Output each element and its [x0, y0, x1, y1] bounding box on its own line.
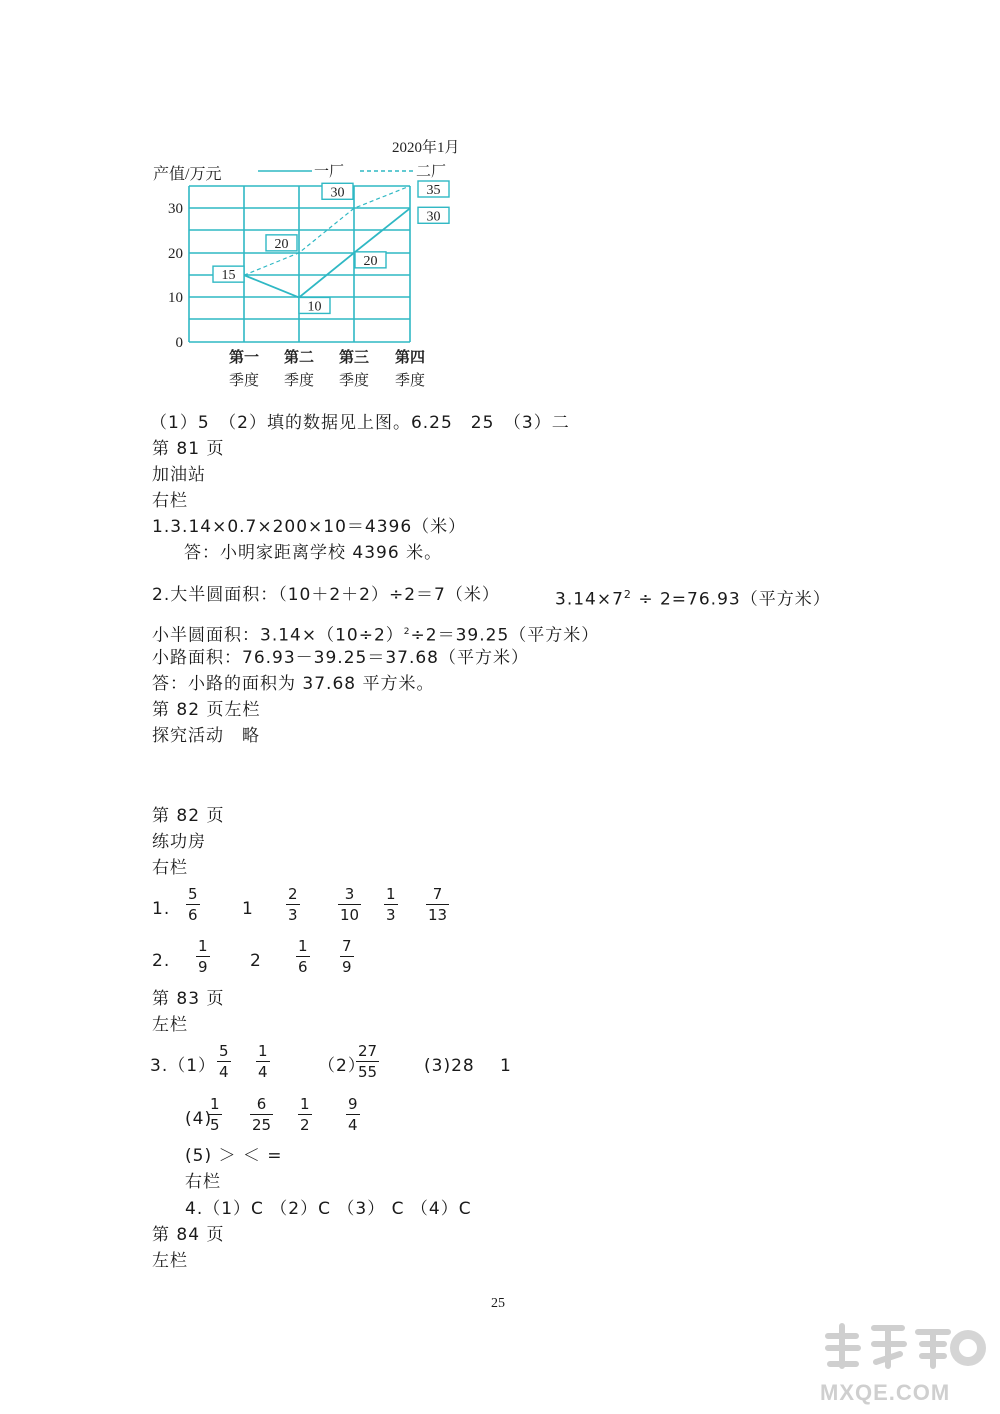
numerator: 1 [198, 937, 208, 955]
data-label: 20 [274, 236, 289, 252]
denominator: 9 [342, 958, 352, 976]
legend-label: 二厂 [416, 164, 447, 180]
data-label: 20 [363, 253, 378, 269]
denominator: 4 [219, 1063, 229, 1081]
practice-2-label: 2. [152, 951, 171, 971]
answers-line-1: （1）5 （2）填的数据见上图。6.25 25 （3）二 [150, 413, 570, 433]
denominator: 9 [198, 958, 208, 976]
practice-heading: 练功房 [152, 832, 206, 852]
data-label: 35 [426, 183, 441, 198]
practice-3-part-4: (4) [185, 1109, 213, 1129]
fraction [384, 886, 398, 924]
legend-label: 一厂 [314, 164, 345, 180]
explore-activity: 探究活动 略 [152, 726, 260, 746]
right-column-label: 右栏 [152, 491, 188, 511]
denominator: 25 [252, 1116, 272, 1134]
numerator: 6 [256, 1095, 267, 1113]
right-column-label-3: 右栏 [185, 1172, 221, 1192]
numerator: 5 [219, 1042, 229, 1060]
denominator: 13 [428, 906, 448, 924]
question-1-answer: 答：小明家距离学校 4396 米。 [184, 543, 443, 563]
numerator: 1 [258, 1042, 268, 1060]
data-label: 30 [426, 209, 441, 225]
denominator: 3 [288, 906, 298, 924]
q2b-pre: 3.14×7 [555, 589, 624, 610]
denominator: 3 [386, 906, 396, 924]
ss-sup: 2 [403, 627, 411, 637]
fraction [296, 938, 310, 976]
y-tick-label: 0 [175, 335, 183, 351]
ss-post: ÷2＝39.25（平方米） [410, 625, 600, 646]
data-label: 30 [330, 185, 345, 201]
denominator: 6 [188, 906, 198, 924]
numerator: 1 [300, 1095, 310, 1113]
numerator: 7 [342, 937, 352, 955]
y-tick-label: 10 [168, 290, 183, 306]
q2b-sup: 2 [623, 588, 632, 601]
numerator: 2 [288, 885, 298, 903]
denominator: 5 [210, 1116, 220, 1134]
fraction [250, 1096, 273, 1134]
denominator: 10 [340, 906, 360, 924]
numerator: 5 [188, 885, 198, 903]
fraction [186, 886, 200, 924]
x-tick-label: 第三 [338, 350, 370, 366]
fraction [286, 886, 300, 924]
denominator: 4 [258, 1063, 268, 1081]
y-tick-label: 20 [168, 246, 183, 262]
x-tick-label: 第四 [394, 350, 426, 366]
q2b-post: ÷ 2=76.93（平方米） [631, 589, 831, 610]
practice-3-label: 3.（1） [150, 1056, 217, 1076]
fraction [346, 1096, 360, 1134]
numerator: 9 [348, 1095, 358, 1113]
fraction [426, 886, 449, 924]
fraction [208, 1096, 222, 1134]
fraction [356, 1043, 379, 1081]
practice-2-two: 2 [250, 951, 262, 971]
question-1: 1.3.14×0.7×200×10＝4396（米） [152, 517, 467, 537]
chart-title: 2020年1月 [392, 140, 460, 156]
practice-4: 4.（1）C （2）C （3） C （4）C [185, 1199, 472, 1219]
data-label: 15 [221, 268, 236, 284]
denominator: 6 [298, 958, 308, 976]
numerator: 7 [432, 885, 443, 903]
line-chart [0, 0, 1000, 400]
watermark-logo [818, 1318, 993, 1408]
gas-station-heading: 加油站 [152, 465, 206, 485]
numerator: 27 [358, 1042, 378, 1060]
x-tick-label: 季度 [394, 373, 426, 389]
page-82-heading: 第 82 页 [152, 806, 225, 826]
practice-3-part-3b: 1 [500, 1056, 512, 1076]
practice-1-one: 1 [242, 899, 254, 919]
practice-1-label: 1. [152, 899, 171, 919]
path-area: 小路面积：76.93－39.25＝37.68（平方米） [152, 648, 530, 668]
fraction [256, 1043, 270, 1081]
path-answer: 答：小路的面积为 37.68 平方米。 [152, 674, 435, 694]
x-tick-label: 季度 [283, 373, 315, 389]
numerator: 1 [298, 937, 308, 955]
chart-svg [0, 0, 1000, 400]
question-2-area-formula [555, 584, 831, 611]
practice-3-part-5: (5) ＞ ＜ = [185, 1146, 283, 1166]
question-2-big-semicircle: 2.大半圆面积：（10＋2＋2）÷2＝7（米） [152, 585, 500, 605]
denominator: 2 [300, 1116, 310, 1134]
y-axis-label: 产值/万元 [153, 166, 222, 183]
fraction [338, 886, 361, 924]
numerator: 1 [386, 885, 396, 903]
x-tick-label: 季度 [338, 373, 370, 389]
data-label: 10 [307, 299, 322, 315]
fraction [340, 938, 354, 976]
denominator: 55 [358, 1063, 378, 1081]
left-column-label-2: 左栏 [152, 1251, 188, 1271]
practice-3-part-2: （2） [318, 1056, 366, 1076]
numerator: 3 [344, 885, 355, 903]
practice-3-part-3: (3)28 [424, 1056, 475, 1076]
denominator: 4 [348, 1116, 358, 1134]
left-column-label: 左栏 [152, 1015, 188, 1035]
y-tick-label: 30 [168, 201, 183, 217]
small-semicircle-area [152, 621, 599, 647]
svg-text:MXQE.COM: MXQE.COM [820, 1380, 951, 1405]
fraction [217, 1043, 231, 1081]
x-tick-label: 第二 [283, 350, 315, 366]
right-column-label-2: 右栏 [152, 858, 188, 878]
page-83-heading: 第 83 页 [152, 989, 225, 1009]
fraction [196, 938, 210, 976]
numerator: 1 [210, 1095, 220, 1113]
x-tick-label: 第一 [228, 350, 260, 366]
page-number: 25 [491, 1296, 505, 1311]
page-84-heading: 第 84 页 [152, 1225, 225, 1245]
x-tick-label: 季度 [228, 373, 260, 389]
fraction [298, 1096, 312, 1134]
page-81-heading: 第 81 页 [152, 439, 225, 459]
page-82-left-heading: 第 82 页左栏 [152, 700, 261, 720]
ss-pre: 小半圆面积：3.14×（10÷2） [152, 625, 404, 646]
